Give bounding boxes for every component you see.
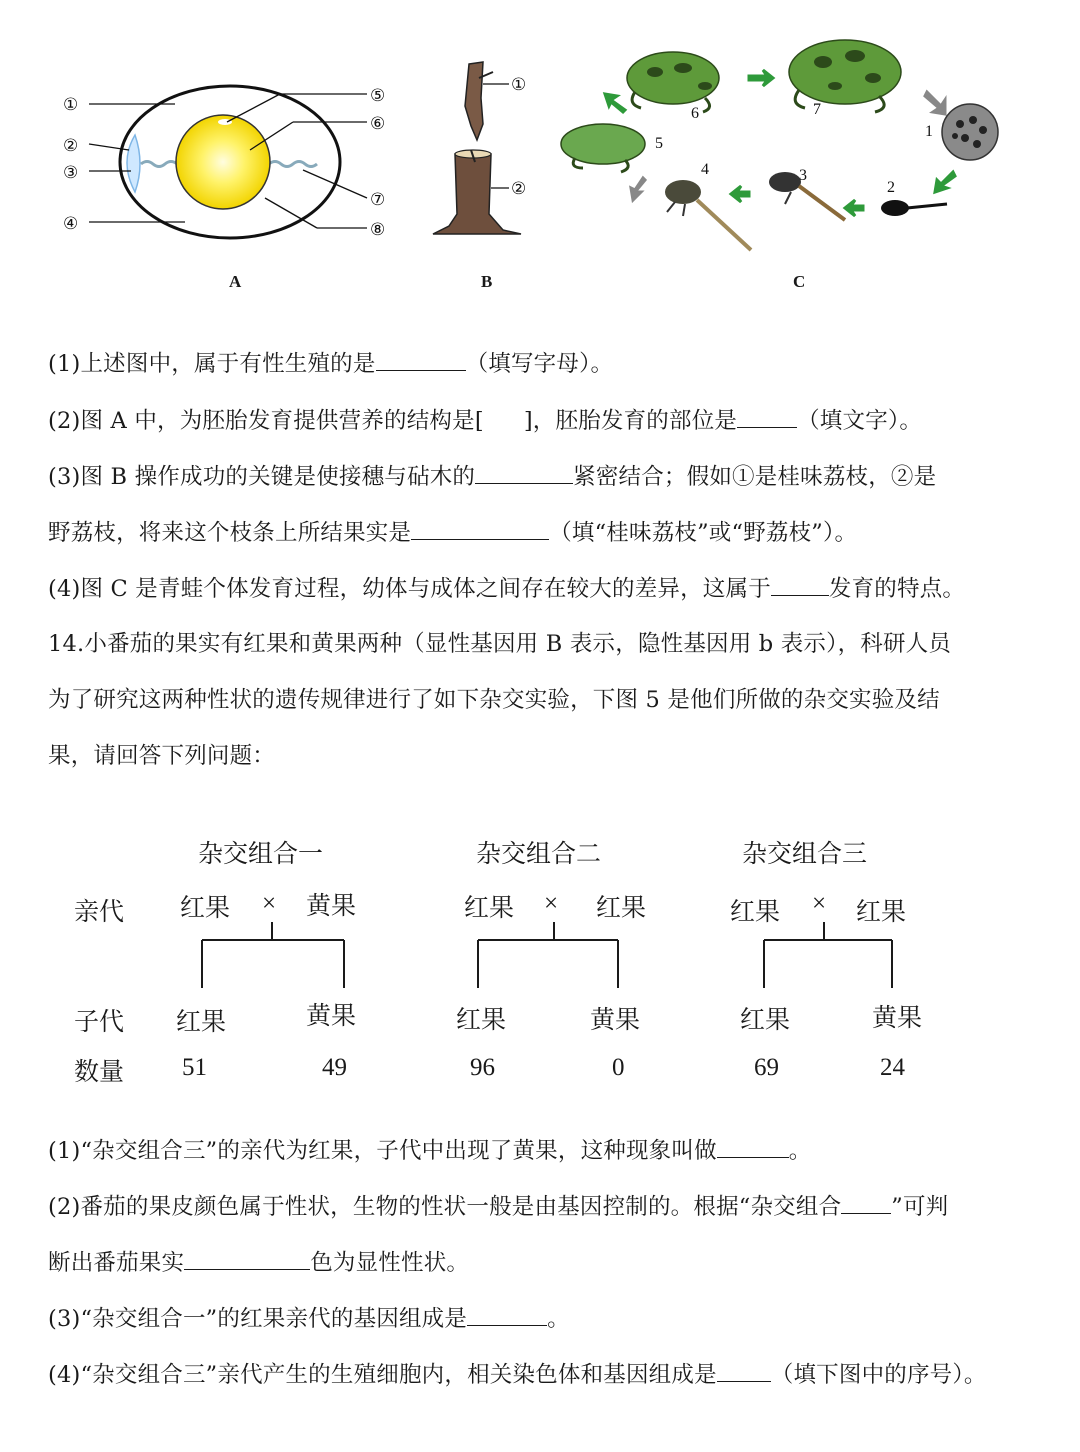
egg-marker-2: ② <box>63 136 79 156</box>
q13-part-1-hint: （填写字母）。 <box>465 351 614 377</box>
q13-part-3-hint: （填“桂味荔枝”或“野荔枝”）。 <box>549 520 858 546</box>
cycle-arrow <box>925 92 945 114</box>
egg-marker-6: ⑥ <box>370 114 386 134</box>
figure-c-label: C <box>793 272 806 291</box>
answer-blank[interactable] <box>411 517 549 540</box>
egg-marker-4: ④ <box>63 214 79 234</box>
cross-group-3-bracket <box>764 922 892 988</box>
q13-part-3 <box>48 461 936 492</box>
q14-intro-line-2: 为了研究这两种性状的遗传规律进行了如下杂交实验，下图 5 是他们所做的杂交实验及结 <box>48 687 940 713</box>
q14-part-2-text: (2)番茄的果皮颜色属于性状，生物的性状一般是由基因控制的。根据“杂交组合 <box>48 1194 842 1220</box>
q13-part-4-text-2: 发育的特点。 <box>828 576 966 602</box>
cross-group-2-bracket <box>478 922 618 988</box>
q13-part-2-text-2: ]，胚胎发育的部位是 <box>523 408 738 434</box>
frog-stage-5-froglet <box>561 124 645 172</box>
answer-blank[interactable] <box>184 1247 310 1270</box>
q13-part-4-text: (4)图 C 是青蛙个体发育过程，幼体与成体之间存在较大的差异，这属于 <box>48 576 771 602</box>
q13-part-3-cont <box>48 517 857 548</box>
cycle-arrow <box>845 200 863 216</box>
scion <box>465 62 483 140</box>
figure-b-label: B <box>481 272 493 291</box>
answer-blank[interactable] <box>771 573 829 596</box>
q14-part-2-text-3: 断出番茄果实 <box>48 1250 185 1276</box>
q14-part-1 <box>48 1135 811 1166</box>
cross-group-2-count-2: 0 <box>612 1054 625 1081</box>
q13-part-1 <box>48 348 613 379</box>
cross-group-2-child-1: 红果 <box>456 1005 507 1034</box>
cross-symbol: × <box>262 890 277 917</box>
q13-part-3-text-3: 野荔枝，将来这个枝条上所结果实是 <box>48 520 412 546</box>
frog-stage-number-6: 6 <box>691 105 699 122</box>
egg-marker-1: ① <box>63 95 79 115</box>
q14-part-4 <box>48 1359 987 1390</box>
answer-blank[interactable] <box>717 1359 771 1382</box>
cross-group-1-parent-2: 黄果 <box>306 891 357 920</box>
frog-stage-number-4: 4 <box>701 161 709 178</box>
frog-stage-7 <box>789 40 901 112</box>
cross-group-3-parent-2: 红果 <box>856 897 907 926</box>
row-label-count: 数量 <box>74 1057 125 1086</box>
cross-group-1-title: 杂交组合一 <box>198 839 324 868</box>
figure-a-label: A <box>229 272 242 291</box>
figure-a-egg-diagram <box>55 80 400 250</box>
frog-stage-1-eggs <box>942 104 998 160</box>
graft-marker-1: ① <box>511 75 527 95</box>
row-label-parent: 亲代 <box>74 897 125 926</box>
q13-part-2-hint: （填文字）。 <box>797 408 923 434</box>
cycle-arrow <box>605 94 625 112</box>
cross-symbol: × <box>544 890 559 917</box>
q14-part-2-text-2: ”可判 <box>891 1194 949 1220</box>
row-label-offspring: 子代 <box>74 1007 125 1036</box>
q14-part-4-text: (4)“杂交组合三”亲代产生的生殖细胞内，相关染色体和基因组成是 <box>48 1362 717 1388</box>
answer-blank[interactable] <box>467 1303 547 1326</box>
q14-intro-line-3: 果，请回答下列问题： <box>48 743 276 769</box>
cross-group-3-child-2: 黄果 <box>872 1003 923 1032</box>
rootstock <box>433 154 521 234</box>
frog-stage-2-tadpole <box>881 200 947 216</box>
cross-symbol: × <box>812 890 827 917</box>
frog-stage-number-1: 1 <box>925 123 933 140</box>
frog-stage-number-2: 2 <box>887 179 895 196</box>
q14-part-2-text-4: 色为显性性状。 <box>310 1250 470 1276</box>
cycle-arrow <box>731 186 749 202</box>
frog-stage-3-tadpole <box>769 172 845 220</box>
egg-marker-3: ③ <box>63 163 79 183</box>
q13-part-3-text-2: 紧密结合；假如①是桂味荔枝，②是 <box>573 464 937 490</box>
egg-yolk <box>176 115 270 209</box>
q14-part-3 <box>48 1303 570 1334</box>
q14-part-1-end: 。 <box>788 1138 812 1164</box>
cross-group-1-count-1: 51 <box>182 1054 207 1081</box>
cross-group-3-title: 杂交组合三 <box>742 839 868 868</box>
cross-group-3-count-2: 24 <box>880 1054 905 1081</box>
cross-group-2-child-2: 黄果 <box>590 1005 641 1034</box>
q13-part-2-text: (2)图 A 中，为胚胎发育提供营养的结构是[ <box>48 408 484 434</box>
cross-diagram <box>0 820 1080 1090</box>
cross-group-1-child-2: 黄果 <box>306 1001 357 1030</box>
q14-part-3-text: (3)“杂交组合一”的红果亲代的基因组成是 <box>48 1306 468 1332</box>
q14-part-2 <box>48 1191 948 1222</box>
egg-marker-5: ⑤ <box>370 86 386 106</box>
cross-group-3-child-1: 红果 <box>740 1005 791 1034</box>
frog-stage-number-7: 7 <box>813 101 821 118</box>
cross-group-1-parent-1: 红果 <box>180 893 231 922</box>
answer-blank[interactable] <box>737 405 797 428</box>
cross-group-1-count-2: 49 <box>322 1054 347 1081</box>
q13-part-3-text: (3)图 B 操作成功的关键是使接穗与砧木的 <box>48 464 476 490</box>
cross-group-3-parent-1: 红果 <box>730 897 781 926</box>
cross-group-2-parent-1: 红果 <box>464 893 515 922</box>
answer-blank[interactable] <box>376 348 466 371</box>
q13-part-2 <box>48 405 922 436</box>
cross-group-2-title: 杂交组合二 <box>476 839 602 868</box>
answer-blank[interactable] <box>717 1135 789 1158</box>
cycle-arrow <box>749 70 773 86</box>
graft-marker-2: ② <box>511 179 527 199</box>
answer-blank[interactable] <box>841 1191 891 1214</box>
figure-c-frog-life-cycle <box>555 20 1015 260</box>
cycle-arrow <box>631 178 645 200</box>
answer-blank[interactable] <box>475 461 573 484</box>
frog-stage-number-5: 5 <box>655 135 663 152</box>
cross-group-3-count-1: 69 <box>754 1054 779 1081</box>
cycle-arrow <box>935 172 955 192</box>
q13-part-1-text: (1)上述图中，属于有性生殖的是 <box>48 351 376 377</box>
egg-marker-7: ⑦ <box>370 190 386 210</box>
frog-stage-number-3: 3 <box>799 167 807 184</box>
frog-stage-6 <box>627 52 719 112</box>
egg-marker-8: ⑧ <box>370 220 386 240</box>
q14-part-3-end: 。 <box>547 1306 570 1332</box>
q14-part-1-text: (1)“杂交组合三”的亲代为红果，子代中出现了黄果，这种现象叫做 <box>48 1138 717 1164</box>
cross-group-1-child-1: 红果 <box>176 1007 227 1036</box>
q13-part-4 <box>48 573 965 604</box>
q14-part-4-hint: （填下图中的序号）。 <box>770 1362 987 1388</box>
cross-bracket-lines <box>0 820 1080 1090</box>
figure-b-grafting-diagram <box>425 58 545 243</box>
cross-group-1-bracket <box>202 922 344 988</box>
cross-group-2-parent-2: 红果 <box>596 893 647 922</box>
q14-intro-line-1: 14.小番茄的果实有红果和黄果两种（显性基因用 B 表示，隐性基因用 b 表示），科研人员 <box>48 631 952 657</box>
q14-part-2-cont <box>48 1247 469 1278</box>
cross-group-2-count-1: 96 <box>470 1054 495 1081</box>
